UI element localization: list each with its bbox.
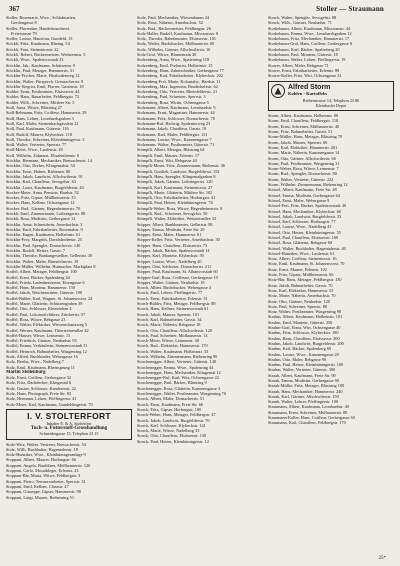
directory-entry: Stotz-Bär, Hans, Metzger, Feldbergstr. 150 [268, 277, 342, 283]
directory-entry: Storm, Albert, Kaufmann, Holbeinstr. 88 [268, 113, 339, 119]
directory-entry: Storch, Jakob, Maurer, Sperrstr. 101 [137, 311, 200, 317]
directory-entry: Stotz, Albert, Coiffeur, Steinentorstr. 16 [268, 256, 337, 262]
directory-entry: Stocker, Rud., Gärtner, Hegenheimerstr. 70 [6, 205, 81, 211]
directory-entry: Stolzenberg, Karl, Fabrikarbeiter, Klybeckstr. 202 [137, 73, 223, 79]
directory-entry: Stössel-Hunziker, Wwe., Laufenstr. 61 [268, 250, 335, 256]
directory-entry: Stoffel, Ernst, Bäcker, Spalenberg 44 [6, 274, 70, 280]
directory-entry: Stömpfli, Otto, Fabrikarbeiter, Horburgstr. 41 [137, 195, 216, 201]
directory-entry: Stöpper, Louise, Wwe., Nadelberg 20 [137, 258, 202, 264]
directory-entry: Stolz, Gustav, Schlosser, Kandererstr. 22 [6, 385, 76, 391]
directory-entry: Straub, Emma, Modistin, Gerbergasse 90 [268, 378, 339, 383]
directory-entry: Stöckli, Frau, Steinentorstr. 22 [6, 46, 59, 52]
directory-entry: Stöcklin, Paul, Metzger, Hammerstr. 31 [6, 67, 75, 73]
directory-entry: Stoffel, Rosa, Witwe, Rebgasse 23 [6, 316, 66, 322]
directory-entry: Stolz, Hermann, Lehrer, Pfeffingerstr. 41 [6, 396, 77, 402]
directory-entry: Storck, Jakob, Landwirt, Burgfelderstr. 70 [137, 417, 210, 423]
directory-entry: Stöcklin, Ernst, Hafner, Riehenstr. 80 [6, 168, 71, 174]
directory-entry: Stöcklin, Louis, Kaufmann, Burgfelderstr. 40 [6, 184, 84, 190]
directory-entry: Storchenegger-Ruf, Karl, Wirt, Ochsengasse 22 [137, 375, 219, 381]
directory-entry: Stoffel, Walter, Elektriker, Wiesenschanzweg 5 [6, 322, 87, 328]
directory-entry: Straumann, Ernst, Schreiner, Mülhauserstr. 80 [268, 409, 348, 415]
directory-entry: Storm, Rud., Spengler, Dornacherstr. 90 [268, 171, 337, 177]
directory-entry: Stömpfli-Moser, Fritz, Zimmermann, Riehenstr. 36 [137, 163, 225, 169]
directory-entry: Stotz, Karl, Elektriker, Hammerstr. 55 [268, 287, 334, 293]
directory-entry: Straub, Albert, Kaufmann, Freie Str. 90 [268, 372, 336, 378]
directory-entry: Storchenegger, Emma, Wwe., Spalenring 44 [137, 364, 214, 370]
directory-entry: Straumann, Karl, Chauffeur, Feldbergstr. 170 [268, 420, 346, 426]
directory-entry: Stössel, Emma, Modistin, Gerbergasse 64 [268, 192, 340, 198]
directory-entry: Stolzenberg, Max, Ingenieur, Bruderholzstr. 62 [137, 83, 218, 89]
directory-entry: Stoll, Rudolf, Maurer, Klybeckstr. 118 [6, 131, 73, 137]
directory-entry: Stoller, Rosemarie, Wwe., Schlafmatten, [6, 15, 76, 20]
directory-entry: Storm-Müller, Hans, Metzger, Bläsiring 70 [268, 134, 343, 140]
directory-entry: Stössel, Karl, Schlosser, Horburgstr. 77 [268, 219, 336, 225]
directory-entry: Stoll, Walter, Vertreter, Sperrstr. 77 [6, 142, 67, 148]
directory-entry: Stohler, Wilh., Schreiner, Mittlere Str. 5 [6, 99, 75, 105]
directory-entry: Straumann, Albert, Kaufmann, Leonhardstr. 40 [268, 404, 349, 410]
directory-entry: Storck, Walter, Spengler, Sevogelstr. 88 [268, 15, 337, 20]
directory-entry: Stoffel, Hans, Monteur, Hammerstr. 150 [6, 285, 76, 291]
directory-entry: Storm, Wilhelm, Zimmermann, Riehenring 12 [268, 182, 348, 188]
directory-entry: Stoll, Hans, Lehrer, Leonhardsgraben 3 [6, 115, 74, 121]
directory-entry: Stoffel, Frieda, Ladenbesitzerin, Eisengasse 6 [6, 279, 85, 285]
directory-entry: Stolzenberg, Otto, Vertreter, Rheinfelderstr. 21 [137, 89, 218, 95]
directory-entry: Stöpper, Ernst, Maler, Hammerstr. 61 [137, 232, 202, 238]
directory-entry: Storck, Wilh., Gärtner, Neubadstr. 71 [268, 20, 332, 26]
directory-entry: Stolz, Wilhelm, Gärtner, Allschwilerstr. 10 [137, 46, 211, 52]
directory-entry: Stocker, Fritz, Gipser, Müllheimerstr. 35 [6, 195, 76, 201]
directory-entry: Stolz, Alfred, Buchbinder, Webergasse 16 [6, 354, 78, 359]
directory-entry: Stoffel, Marie, Glätterin, Schützengraben 39 [6, 301, 83, 307]
directory-entry: Storkebaum, Paul, Monteur, Güterstr. 18 [268, 52, 338, 58]
directory-entry: Stoppani, Giuseppe, Gipser, Hammerstr. 98 [6, 489, 81, 495]
directory-entry: Stöckli, Rosa, Modistin, Gerbergasse 14 [6, 216, 76, 222]
directory-entry: Stolz, Hans, Photograph, Freie Str. 83 [6, 391, 72, 397]
directory-entry: Stocker, Hans, Kellner, Ochsengasse 12 [6, 200, 75, 206]
directory-entry: Stöckli, Robert, Bäckermeister, Wettsteinstr. 5 [6, 52, 86, 58]
directory-entry: Stössel-Frei, Fritz, Bäcker, Spalenvorstadt 40 [268, 203, 346, 209]
directory-entry: Stolz, Rud., Bäckermeister, Feldbergstr. 26 [137, 25, 211, 31]
directory-entry: Storm, Jakob, Maurer, Sperrstr. 60 [268, 139, 328, 145]
ad-title-block [288, 85, 330, 96]
directory-entry: Stoffel, Werner, Kaufmann, Thiersteinerallee 42 [6, 327, 89, 333]
directory-entry: Storch, Karl, Bahnarbeiter, Gasstr. 34 [137, 316, 202, 322]
printer-signature: 25* [378, 556, 386, 561]
directory-entry: Storch, Walter, Kaufmann, Holbeinstr. 33 [137, 348, 209, 354]
directory-entry: Stöcklin, Eugen, Kaufmann, Holbeinstr. 61 [6, 232, 81, 238]
directory-entry: Storm, Karl, Elektriker, Hammerstr. 201 [268, 144, 338, 150]
directory-entry: Stolz-Meier, Karl, Kaufmann, Gundeldingerstr. 70 [6, 401, 93, 407]
directory-entry: Storm, Paul, Postbeamter, Wasgenring 31 [268, 160, 340, 166]
directory-entry: Storch, Emil, Lehrer, Pfeffingerstr. 77 [137, 290, 203, 296]
directory-entry: Storck, Otto, Chauffeur, Elsässerstr. 130 [137, 433, 207, 439]
directory-entry: Stömpfli, Walter, Elektriker, Wettsteinallee 33 [137, 216, 217, 222]
directory-entry: Storck, Karl, Schlosser, Klybeckstr. 141 [137, 422, 206, 428]
directory-entry: Storkebaum-Graf, Hans, Coiffeur, Gerbergasse 8 [268, 41, 353, 47]
directory-entry: Storch, Hans, Kellner, Steinenvorstadt 61 [137, 306, 209, 312]
directory-entry: Strahm, Karl, Bäcker, Spalenberg 60 [268, 346, 332, 352]
directory-entry: Stöcklin-Müller, Wilhelm, Hutmacher, Marktplatz 8 [6, 263, 96, 269]
directory-entry: Stömpfli, Gottlieb, Landwirt, Burgfelderstr. 152 [137, 168, 220, 174]
directory-entry: Stössel, Jakob, Landwirt, Burgfelderstr. 33 [268, 213, 342, 219]
directory-entry: Stotz, Jakob, Bahnarbeiter, Gasstr. 70 [268, 282, 333, 288]
ad-title: Alfred Storm [288, 84, 331, 92]
directory-entry: Stöpper, Emma, Modistin, Freie Str. 29 [137, 226, 205, 232]
directory-entry: Stotz, Marie, Näherin, Amerbachstr. 70 [268, 293, 336, 299]
directory-entry: Stoffel-Bühler, Karl, Wagner, St. Johannsvorst. 24 [6, 295, 93, 301]
directory-entry: Stöpper-Graf, Rosa, Coiffeuse, Gerbergasse 19 [137, 274, 218, 280]
directory-entry: Stolz-Wirz, Walter, Vertreter, Breisacherstr. 54 [6, 441, 86, 447]
directory-entry: Storm, Walter, Vertreter, Güterstr. 222 [268, 176, 334, 182]
directory-entry: Stöcklin, Jak., Kaufmann, Schützenm. 9 [6, 62, 76, 68]
directory-entry: Stoppani, Pietro, Terrazzoarbeiter, Sperrstr. 31 [6, 478, 86, 484]
ad-address-line: Riehenstrasse 14, Telephon 23.80 [302, 97, 360, 103]
ad-owner-line: Inhaber E. & A. Stolterfort [46, 420, 92, 426]
directory-entry: Storck-Weber, Hans, Metzger, Feldbergstr. 47 [137, 412, 216, 418]
directory-entry: Stolzmann, Fritz, Schlosser, Dornacherstr. 70 [137, 115, 215, 121]
directory-entry: Stöcklin, Karl, Chauffeur, Sevogelstr. 63 [6, 179, 76, 185]
directory-entry: Stöcklin-Fischer, Marie, Hirzbodenweg 12 [6, 73, 80, 79]
directory-entry: Strahm, Hans, Chauffeur, Elsässerstr. 200 [268, 335, 340, 341]
directory-entry: Stohler, Ernst, Postbeamter, Elsässerstr. 44 [6, 89, 80, 95]
ad-header-row [271, 84, 391, 98]
directory-entry: Storchenegger, Hans, Mechaniker, Klingental 12 [137, 369, 221, 375]
directory-entry: Stoffel, Albert, Metzger, Feldbergstr. 100 [6, 269, 77, 275]
directory-entry: Storchenegger, Paul, Bäcker, Bläsiring 9 [137, 380, 207, 386]
directory-entry: Storrer, Albert, Maler, Rebgasse 71 [268, 62, 329, 68]
directory-entry: Stoffel, Paul, Lokomotivführer, Zürcherstr. 57 [6, 311, 86, 317]
column-left [6, 15, 132, 560]
directory-entry: Storch, Otto, Chauffeur, Allschwilerstr. 120 [137, 327, 212, 333]
directory-entry: Stoppani, Carlo, Mosaikleger, Erlenstr. 23 [6, 468, 79, 474]
directory-entry: Stoffel, Jakob, Weichenwärter, Güterstr. 190 [6, 290, 83, 296]
directory-entry: Storck, Fritz, Gipser, Horburgstr. 100 [137, 406, 202, 412]
directory-entry: Storkebaum, Walter, Lehrer, Pfeffingerstr. 19 [268, 57, 346, 63]
directory-entry: Stolz-Haller, Rudolf, Kaufmann, Missionsstr. 8 [137, 30, 219, 36]
directory-entry: Storchenegger, Albert, Vertreter, Güterstr. 140 [137, 359, 217, 365]
directory-entry: Stoffel, Friedrich, Gärtner, Neubadstr. 93 [6, 338, 77, 344]
directory-entry: Stoffel, Heinrich, Bahnarbeiter, Wasgenring 12 [6, 348, 87, 354]
directory-entry: Strahm-Graf, Ernst, Wirt, Ochsengasse 40 [268, 325, 341, 331]
directory-entry: Stömpfli, Paul, Heizer, Kleinhüningerstr. 76 [137, 200, 213, 206]
directory-columns [6, 15, 394, 560]
directory-entry: Stömpfli, Marie, Glätterin, Mittlere Str. 102 [137, 189, 213, 195]
directory-entry: Stöcklin, Paul, Spengler, Dornacherstr. 140 [6, 242, 81, 248]
directory-entry: Stöcklin, Theodor, Bankangestellter, Gellertstr. 30 [6, 253, 93, 259]
directory-entry: Stoll, Wilhelm, Zahnarzt, Elisabethenstr. 6 [6, 152, 80, 158]
directory-entry: Stolz, Paul, Mechaniker, Wiesendamm 24 [137, 15, 210, 20]
directory-entry: Stolzenberg, Emil, Prokurist, Holbeinstr. 15 [137, 62, 213, 68]
directory-entry: Stöpper, Jakob, Bäcker, Spalenvorstadt 14 [137, 248, 210, 254]
directory-entry: Stössel, Ernst, Maler, Webergasse 9 [268, 197, 330, 203]
coal-emblem-icon [271, 84, 285, 98]
directory-entry: Stömpfli, Jakob, Gärtner, Lothringerstr. 120 [137, 179, 213, 185]
directory-entry: Storch, Ernst, Fabrikarbeiter, Erlenstr. 51 [137, 295, 208, 301]
directory-entry: Stöcklin-Siegrist, Emil, Pfarrer, Gartenstr. 18 [6, 83, 84, 89]
directory-entry: Stolz-Hunziker, Wwe., Kleinhüningeranlage 9 [6, 452, 86, 458]
ad-business-line: Tuch- u. Futterstoff-Grosshandlung [30, 426, 108, 432]
directory-entry: Stoll, Theodor, Schreiner, Kleinhüningerstr. 3 [6, 136, 85, 142]
directory-entry: Strahm, Louise, Wwe., Kanonengasse 20 [268, 351, 339, 357]
directory-entry: Stömpfli, Rud., Schreiner, Sevogelstr. 50 [137, 210, 208, 216]
directory-entry: Storm, Emil, Chauffeur, Feldbergstr. 110 [268, 118, 339, 124]
directory-entry: Stoppani, Angelo, Bauführer, Müllheimerstr. 120 [6, 462, 91, 468]
directory-entry: Stolzenberg, Paul, Schreiner, Sperrstr. 3 [137, 94, 206, 100]
directory-entry: Stolzmann, Walter, Postbeamter, Güterstr. 71 [137, 142, 215, 148]
directory-entry: Straub, Karl, Gärtner, Allschwilerstr. 150 [268, 393, 339, 399]
directory-entry: Stoppani, Emil, Kellner, Clarastr. 47 [6, 483, 69, 489]
directory-entry: Stotz, Ernst, Maurer, Erlenstr. 102 [268, 266, 327, 272]
directory-entry: Stolz, Ernst, Coiffeur, Gerbergasse 52 [6, 375, 72, 381]
directory-entry: Storkebaum, Albert, Kaufmann, Missionsstr. 44 [268, 25, 351, 31]
column-middle [137, 15, 263, 560]
directory-entry: Stolzenberg-Frei, Marie, Kolonialw., Hardstr. 11 [137, 78, 221, 84]
directory-entry: Stöcklin, Rudolf, Heizer, Gasstr. 7 [6, 248, 66, 254]
directory-entry: Stömpfli, Ernst, Wirt, Rebgasse 44 [137, 158, 197, 164]
directory-entry: Stöcklin, Jakob, Landwirt, Allschwilerstr. 91 [6, 173, 83, 179]
directory-entry: Stömpfli, Karl, Kaufmann, Steinentorstr. 27 [137, 184, 213, 190]
directory-entry: Storck, Marie, Witwe, Nadelberg 33 [137, 428, 200, 434]
directory-entry: Stöpper, Otto, Schlosser, Dornacherstr. 211 [137, 263, 212, 269]
directory-entry: Stössel, Walter, Buchhalter, Hagentalerstr. 40 [268, 245, 346, 251]
directory-entry: Storchenegger, Walter, Postbeamter, Wasgenring 70 [137, 391, 226, 397]
directory-entry: Stoll-Meier, Wwe., Laufenstr. 28 [6, 147, 63, 153]
directory-entry: Stöcklin, Walter, Fürsprech, Grenzacherstr. 9 [6, 78, 84, 84]
directory-entry: Stolz, Bertha, Wwe., Nadelberg 7 [6, 359, 64, 365]
directory-entry: Storrer-Keller, Fritz, Wirt, Ochsengasse 31 [268, 73, 342, 79]
directory-entry: Storkebaum, Emma, Wwe., Leonhardsgraben 12 [268, 30, 352, 36]
directory-entry: Storm, Marie, Näherin, Kanonengasse 14 [268, 150, 340, 156]
directory-entry: Stolzenberg, Anna, Wwe., Spalenring 118 [137, 57, 209, 63]
directory-entry: Stolzmann-Ruf, Hedwig, Spalentorweg 23 [137, 120, 211, 126]
directory-entry: Stoppani, Luigi, Maurer, Riehenring 51 [6, 494, 74, 500]
directory-entry: Stolzmann, Jakob, Chauffeur, Gasstr. 19 [137, 126, 207, 132]
directory-entry: Stössel, Albert, Kaufmann, Freie Str. 48 [268, 187, 337, 193]
directory-entry: Storch, Paul, Schreiner, Mülhauserstr. 14 [137, 332, 208, 338]
ad-business-line: Kohlen - Kartoffeln [288, 90, 327, 96]
directory-entry: Stössel, Louise, Wwe., Nadelberg 41 [268, 224, 332, 230]
directory-entry: Stöpper-Keller, Fritz, Vertreter, Amerbachstr. 30 [137, 237, 220, 243]
directory-entry: Stömpfli-Weber, Rosa, Witwe, Hegenheimerstr. 9 [137, 205, 223, 211]
directory-entry: Stöpper, Hans, Chauffeur, Elsässerstr. 73 [137, 242, 208, 248]
directory-entry: Storm, Fritz, Bahnarbeiter, Gasstr. 51 [268, 129, 333, 135]
directory-entry: Strahm, Paul, Heizer, Kleinhüningerstr. 100 [268, 362, 344, 368]
directory-entry: Stolz-Graf, Witwe, Blumenrain 30 [137, 52, 197, 58]
directory-entry: Stöpper, Albert, Bankbeamter, Gellertstr. 88 [137, 221, 213, 227]
directory-entry: Stolz, Theodor, Bahnbeamter, Elsässerstr. 101 [137, 36, 217, 42]
directory-entry: Stöpper, Paul, Kaufmann, St. Albanvorstadt 60 [137, 269, 218, 275]
directory-entry: Stoppani, Albert, Maurer, Horburgstr. 66 [6, 457, 76, 463]
directory-entry: Storck, Ernst, Kaufmann, Freie Str. 66 [137, 401, 203, 407]
directory-entry: Storkebaum, Fritz, Mechaniker, Hammerstr. 17 [268, 36, 350, 42]
directory-entry: Stoffel, Otto, Schlosser, Kleinriehen 4 [6, 306, 72, 312]
directory-entry: Storm, Ernst, Schreiner, Mülhauserstr. 40 [268, 123, 340, 129]
directory-entry: Stoffel-Hauser, Witwe, Leimenstr. 15 [6, 332, 71, 338]
directory-entry: Stotz, Emil, Kaufmann, St. Johannsvorst. 70 [268, 261, 345, 267]
directory-entry: Storch, Wilhelm, Zimmermann, Riehenring 90 [137, 354, 218, 359]
directory-entry: Storch, Marie, Näherin, Rebgasse 18 [137, 322, 201, 328]
directory-entry: Stöckli, Wwe., Spalenvorstadt 33 [6, 57, 64, 63]
directory-entry: Storkebaum, Karl, Bäcker, Spalenberg 20 [268, 46, 340, 52]
directory-entry: Straub-Müller, Fritz, Metzger, Bläsiring 100 [268, 383, 345, 389]
directory-entry: Stössel, Hans, Mechaniker, Klybeckstr. 60 [268, 208, 341, 214]
directory-entry: Storch-Meier, Witwe, Leimenstr. 40 [137, 338, 199, 344]
directory-entry: Strahm, Jakob, Landwirt, Burgfelderstr. 200 [268, 340, 344, 346]
directory-entry: Stolzmann, Albert, Kaufmann, Leonhardstr. 9 [137, 105, 216, 111]
directory-entry: Freiestrasse 79 [11, 30, 37, 36]
directory-entry: Stolzenberg, Rosa, Wirtin, Ochsengasse 5 [137, 99, 209, 105]
directory-entry: Stoll, Anna, Witwe, Bläsiring 27 [6, 105, 62, 111]
directory-entry: Stömpfli, Hans, Spengler, Klingentalgraben 8 [137, 173, 216, 179]
directory-entry: Stoffel, Emma, Verkäuferin, Steinenvorstadt 31 [6, 343, 88, 349]
directory-entry: Storm-Weber, Rosa, Witwe, Leimenstr. 7 [268, 166, 339, 172]
directory-entry: Stöcklin-Frey, Margrith, Davidsbodenstr. 25 [6, 237, 83, 243]
directory-entry: Strahm, Emil, Monteur, Güterstr. 250 [268, 319, 333, 325]
directory-entry: Strahm, Walter, Vertreter, Güterstr. 300 [268, 367, 336, 373]
bold-heading-entry: Martin Stellenburg [6, 369, 46, 375]
directory-entry: Stöckli, Emil, Zimmermann, Lothringerstr. 88 [6, 210, 86, 216]
directory-entry: Stocker-Meier, Anna, Pension, Hardstr. 52 [6, 189, 79, 195]
directory-entry: Stolzmann, Louise, Wwe., Kanonengasse 7 [137, 136, 212, 142]
directory-entry: Stolzmann, Karl, Maler, Feldbergstr. 131 [137, 131, 208, 137]
directory-entry: Storrer, Ernst, Fabrikarbeiter, Erlenstr. 88 [268, 67, 340, 73]
directory-entry: Straub, Walter, Lehrer, Pfeffingerstr. 100 [268, 399, 339, 405]
directory-entry: Stoller, Florentine, Handelsmacherei, [6, 25, 71, 31]
ad-depot-line: Kleinbasler Depot [315, 102, 347, 108]
directory-entry: Stoppani-Bär, Maria, Witwe, Feldbergstr. 3 [6, 473, 81, 479]
directory-entry: Stotz, Paul, Schreiner, Sperrstr. 88 [268, 303, 328, 309]
directory-entry: Stöcklin, Otto, Dreher, Klingentalstr. 54 [6, 163, 75, 169]
directory-entry: Stotz, Otto, Gärtner, Neubadstr. 120 [268, 298, 330, 304]
advertisement-alfred-storm [268, 81, 394, 112]
directory-entry: Stolz, Fritz, Dachdecker, Klingental 6 [6, 380, 72, 386]
directory-entry: Stöcklin, Anna, Schneiderin, Amerbachstr. 3 [6, 221, 83, 227]
directory-entry: Strahm, Albert, Kaufmann, Holbeinstr. 101 [268, 314, 343, 320]
ad-title: I. V. STOLTERFORT [27, 410, 111, 421]
directory-entry: Storm, Otto, Gärtner, Allschwilerstr. 66 [268, 155, 336, 161]
directory-entry: Storch-Bühler, Fritz, Metzger, Feldbergstr. 88 [137, 301, 216, 307]
directory-entry: Greifengasse 8 [11, 20, 37, 26]
directory-entry: Stohler, Hans, Bauarbeiter, Feldbergstr. 72 [6, 94, 80, 100]
running-head: Stoller — Straumann [316, 5, 384, 13]
directory-entry: Storch, Rud., Elektriker, Hammerstr. 170 [137, 343, 208, 349]
directory-entry: Stöcklin, Hermann, Mechaniker, Breisacherstr. 14 [6, 158, 92, 164]
directory-entry: Stoller, Louise, Hausfrau, Gundeld. 13 [6, 36, 73, 42]
directory-entry: Stössel, Otto, Heizer, Kleinhüningerstr. 55 [268, 229, 341, 235]
directory-entry: Stolz, Walter, Buchdrucker, Mülhauserstr. 60 [137, 41, 215, 47]
directory-entry: Stotz, Walter, Postbeamter, Wasgenring 90 [268, 309, 342, 315]
directory-entry: Strahm, Fritz, Schlosser, Klybeckstr. 180 [268, 330, 339, 336]
directory-entry: Stolzmann, Ernst, Magaziner, Hammerstr. 44 [137, 110, 215, 116]
directory-entry: Stöcklin, Walter, Maler, Bärenfelserstr. 19 [6, 258, 79, 264]
directory-entry: Stolz, Rosa, Näherin, Amerbachstr. 52 [137, 20, 203, 26]
directory-entry: Stömpfli, Albert, Metzger, Bläsiring 64 [137, 147, 205, 153]
directory-entry: Storck, Paul, Heizer, Kleinhüningerstr. 12 [137, 438, 209, 444]
directory-entry: Strahm, Otto, Maler, Rebgasse 90 [268, 356, 327, 362]
directory-entry: Stolzenberg, Hans, Zahntechniker, Gerbergasse 77 [137, 67, 224, 73]
advertisement-stolterfort [6, 409, 132, 440]
ad-address-line: Schneidergasse 15, Telephon 23 15 [39, 431, 99, 437]
directory-entry: Stolz, Emil, Kaufmann, Rheinsprung 11 [6, 364, 75, 370]
directory-entry: Stoll-Rebmann, Fritz, Coiffeur, Hammerstr. 29 [6, 110, 87, 116]
directory-entry: Straub, Hans, Mechaniker, Hammerstr. 240 [268, 388, 343, 394]
directory-entry: Stöckli, Fritz, Kaufmann, Rheing. 54 [6, 41, 70, 47]
directory-entry: Stössel, Paul, Chauffeur, Elsässerstr. 160 [268, 234, 339, 240]
directory-entry: Stössel, Rosa, Glätterin, Rebgasse 60 [268, 240, 333, 246]
column-right [268, 15, 394, 560]
directory-entry: Storch, Albert, Buchdrucker, Webergasse 4 [137, 285, 211, 291]
directory-entry: Stömpfli, Emil, Maurer, Erlenstr. 17 [137, 152, 200, 158]
directory-entry: Stöcklin, Emil, Fabrikarbeiter, Rosentalstr. 9 [6, 226, 83, 232]
directory-entry: Stöpper, Walter, Gärtner, Neubadstr. 18 [137, 279, 205, 285]
directory-entry: Stoll, Paul, Kaufmann, Güterstr. 116 [6, 126, 69, 132]
directory-entry: Stöpper, Karl, Monteur, Klybeckstr. 95 [137, 253, 204, 259]
directory-entry: Straumann-Keller, Hans, Coiffeur, Gerbergasse 30 [268, 415, 355, 421]
directory-entry: Stoll, Karl, Maler, Steinenbachgässlein 21 [6, 120, 79, 126]
directory-entry: Stotz, Fritz, Gipser, Müllheimerstr. 66 [268, 272, 334, 278]
directory-entry: Storchenegger, Rosa, Glätterin, Kanonengasse 3 [137, 385, 220, 391]
page-number: 367 [9, 5, 20, 13]
directory-entry: Storck, Albert, Maler, Dornacherstr. 51 [137, 396, 205, 402]
directory-entry: Stolz, Willi, Buchhalter, Hagentalerstr. 18 [6, 446, 78, 452]
